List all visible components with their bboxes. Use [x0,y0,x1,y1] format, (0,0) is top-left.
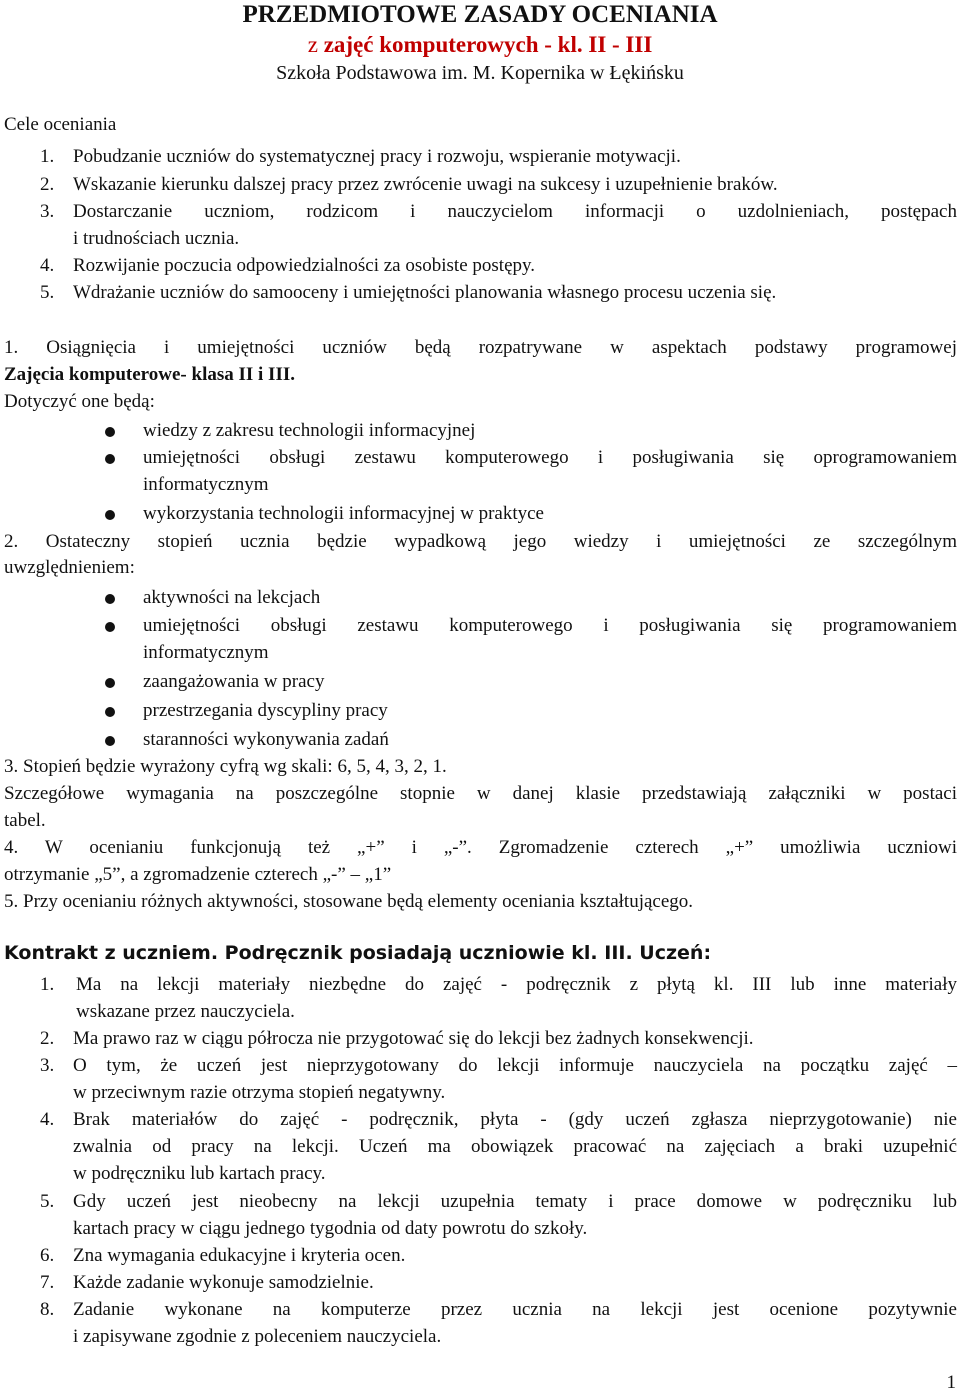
bullet-dot [105,510,115,520]
bullet-text: zaangażowania w pracy [143,671,325,692]
section1-subject: Zajęcia komputerowe- klasa II i III. [4,364,295,385]
section2-intro-continued: uwzględnieniem: [4,557,135,578]
contract-text: Każde zadanie wykonuje samodzielnie. [73,1272,374,1293]
bullet-text: aktywności na lekcjach [143,587,321,608]
contract-heading: Kontrakt z uczniem. Podręcznik posiadają uczniowie kl. III. Uczeń: [4,942,712,964]
goal-text: Pobudzanie uczniów do systematycznej pracy i rozwoju, wspieranie motywacji. [73,146,681,167]
contract-text-continued: kartach pracy w ciągu jednego tygodnia od daty powrotu do szkoły. [73,1218,588,1239]
contract-text: Zadanie wykonane na komputerze przez ucznia na lekcji jest ocenione pozytywnie [73,1299,957,1320]
contract-number: 8. [40,1299,55,1320]
section4-plus-minus: 4. W ocenianiu funkcjonują też „+” i „-”. Zgromadzenie czterech „+” umożliwia uczniowi [4,837,957,858]
goal-number: 4. [40,255,55,276]
section2-intro: 2. Ostateczny stopień ucznia będzie wypadkową jego wiedzy i umiejętności ze szczególnym [4,531,957,552]
bullet-text-continued: informatycznym [143,642,269,663]
contract-number: 3. [40,1055,55,1076]
contract-text: Brak materiałów do zajęć - podręcznik, płyta - (gdy uczeń zgłasza nieprzygotowanie) nie [73,1109,957,1130]
bullet-dot [105,707,115,717]
goals-heading: Cele oceniania [4,114,117,135]
contract-number: 7. [40,1272,55,1293]
contract-text-continued: i zapisywane zgodnie z poleceniem nauczyciela. [73,1326,442,1347]
document-subtitle [0,32,960,58]
goal-text-continued: i trudnościach ucznia. [73,228,240,249]
goal-number: 5. [40,282,55,303]
contract-text-continued: zwalnia od pracy na lekcji. Uczeń ma obowiązek pracować na zajęciach a braki uzupełnić [73,1136,957,1157]
goal-text: Rozwijanie poczucia odpowiedzialności za osobiste postępy. [73,255,536,276]
contract-text: Ma prawo raz w ciągu półrocza nie przygotować się do lekcji bez żadnych konsekwencji. [73,1028,754,1049]
school-name: Szkoła Podstawowa im. M. Kopernika w Łękińsku [276,62,684,84]
subtitle-subject: zajęć komputerowych - kl. II - III [323,32,653,57]
goal-number: 3. [40,201,55,222]
section5-formative: 5. Przy ocenianiu różnych aktywności, stosowane będą elementy oceniania kształtującego. [4,891,694,912]
section3-details: Szczegółowe wymagania na poszczególne stopnie w danej klasie przedstawiają załączniki w postaci [4,783,957,804]
contract-text-continued: w przeciwnym razie otrzyma stopień negatywny. [73,1082,446,1103]
contract-number: 4. [40,1109,55,1130]
bullet-text: przestrzegania dyscypliny pracy [143,700,388,721]
contract-number: 2. [40,1028,55,1049]
page-number: 1 [946,1372,956,1393]
section3-scale: 3. Stopień będzie wyrażony cyfrą wg skali: 6, 5, 4, 3, 2, 1. [4,756,447,777]
bullet-dot [105,594,115,604]
bullet-text: umiejętności obsługi zestawu komputerowego i posługiwania się oprogramowaniem [143,447,957,468]
goal-number: 1. [40,146,55,167]
bullet-dot [105,736,115,746]
contract-number: 5. [40,1191,55,1212]
goal-text: Wskazanie kierunku dalszej pracy przez zwrócenie uwagi na sukcesy i uzupełnienie braków. [73,174,778,195]
contract-text-continued: w podręczniku lub kartach pracy. [73,1163,326,1184]
section3-details-continued: tabel. [4,810,46,831]
section1-lead: Dotyczyć one będą: [4,391,155,412]
bullet-dot [105,622,115,632]
contract-text: Gdy uczeń jest nieobecny na lekcji uzupełnia tematy i prace domowe w podręczniku lub [73,1191,957,1212]
goal-text: Dostarczanie uczniom, rodzicom i nauczycielom informacji o uzdolnieniach, postępach [73,201,957,222]
contract-number: 6. [40,1245,55,1266]
bullet-dot [105,678,115,688]
contract-text: Ma na lekcji materiały niezbędne do zajęć - podręcznik z płytą kl. III lub inne materiały [76,974,957,995]
bullet-text: wykorzystania technologii informacyjnej w praktyce [143,503,544,524]
bullet-dot [105,427,115,437]
bullet-text: wiedzy z zakresu technologii informacyjnej [143,420,476,441]
bullet-text: staranności wykonywania zadań [143,729,389,750]
bullet-dot [105,454,115,464]
bullet-text: umiejętności obsługi zestawu komputerowego i posługiwania się programowaniem [143,615,957,636]
contract-text: Zna wymagania edukacyjne i kryteria ocen. [73,1245,406,1266]
bullet-text-continued: informatycznym [143,474,269,495]
section1-intro: 1. Osiągnięcia i umiejętności uczniów będą rozpatrywane w aspektach podstawy programowej [4,337,957,358]
contract-text-continued: wskazane przez nauczyciela. [76,1001,295,1022]
goal-number: 2. [40,174,55,195]
document-title: PRZEDMIOTOWE ZASADY OCENIANIA [242,1,718,28]
section4-plus-minus-continued: otrzymanie „5”, a zgromadzenie czterech „-” – „1” [4,864,392,885]
subtitle-prefix: z [307,32,318,57]
goal-text: Wdrażanie uczniów do samooceny i umiejętności planowania własnego procesu uczenia się. [73,282,777,303]
contract-text: O tym, że uczeń jest nieprzygotowany do lekcji informuje nauczyciela na początku zajęć – [73,1055,957,1076]
contract-number: 1. [40,974,55,995]
